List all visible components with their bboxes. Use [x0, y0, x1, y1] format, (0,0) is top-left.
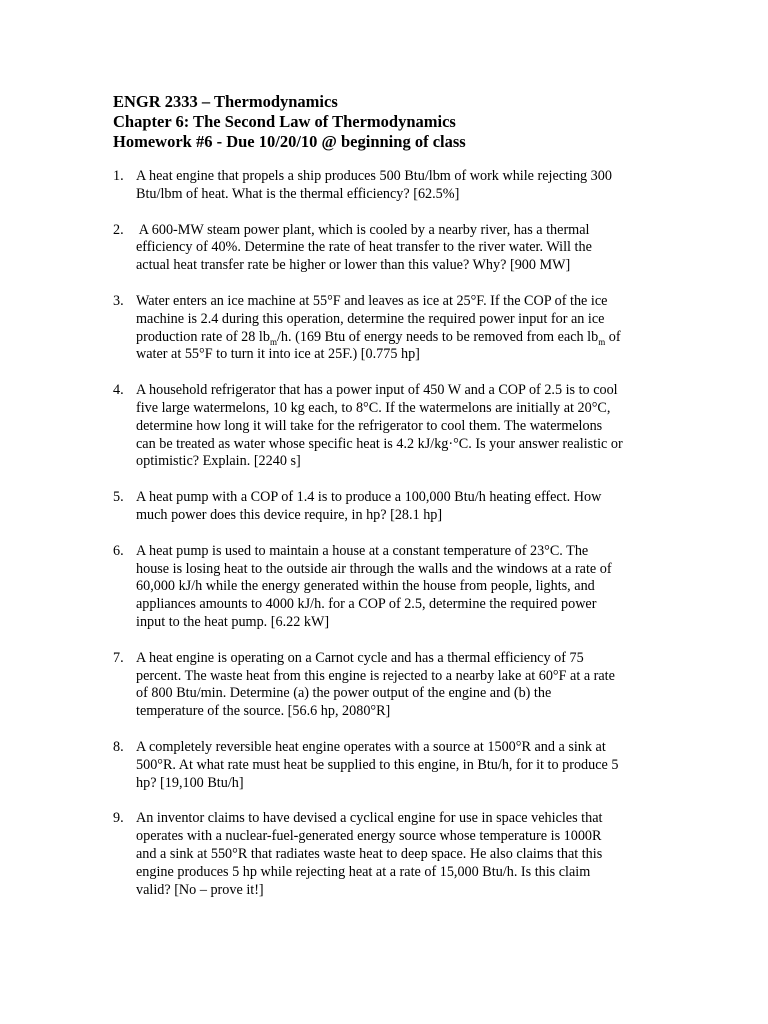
problem-text-line: A 600-MW steam power plant, which is cooled by a nearby river, has a thermal [136, 221, 590, 238]
problem-text-line: A heat pump is used to maintain a house at a constant temperature of 23°C. The [136, 542, 589, 559]
problem-text-line: temperature of the source. [56.6 hp, 2080°R] [136, 703, 391, 720]
problem-4 [113, 382, 673, 471]
problem-text-line: water at 55°F to turn it into ice at 25F.) [0.775 hp] [136, 346, 420, 363]
problem-text-line: determine how long it will take for the refrigerator to cool them. The watermelons [136, 417, 603, 434]
problem-number: 9. [113, 810, 124, 827]
problem-text-line: and a sink at 550°R that radiates waste heat to deep space. He also claims that this [136, 845, 603, 862]
problem-7 [113, 650, 673, 721]
problem-text-line [136, 329, 673, 347]
problem-text-line: percent. The waste heat from this engine is rejected to a nearby lake at 60°F at a rate [136, 667, 615, 684]
problem-text-line: input to the heat pump. [6.22 kW] [136, 613, 330, 630]
problem-text-line: Btu/lbm of heat. What is the thermal efficiency? [62.5%] [136, 185, 460, 202]
problem-text-fragment: /h. (169 Btu of energy needs to be removed from each lb [276, 328, 599, 345]
problem-text-line: much power does this device require, in hp? [28.1 hp] [136, 506, 443, 523]
problem-text-line: five large watermelons, 10 kg each, to 8°C. If the watermelons are initially at 20°C, [136, 399, 611, 416]
document-header [113, 92, 673, 152]
problem-text-line: A completely reversible heat engine operates with a source at 1500°R and a sink at [136, 738, 606, 755]
problem-5 [113, 489, 673, 525]
problem-number: 2. [113, 221, 124, 238]
problem-text-line: actual heat transfer rate be higher or lower than this value? Why? [900 MW] [136, 257, 571, 274]
problem-2 [113, 222, 673, 275]
problem-3 [113, 293, 673, 364]
problem-text-line: valid? [No – prove it!] [136, 881, 264, 898]
mass-unit-subscript: m [269, 336, 277, 347]
problem-text-line: A heat pump with a COP of 1.4 is to produce a 100,000 Btu/h heating effect. How [136, 489, 602, 506]
problem-text-line: optimistic? Explain. [2240 s] [136, 453, 301, 470]
problem-text-line: house is losing heat to the outside air through the walls and the windows at a rate of [136, 560, 612, 577]
problem-number: 4. [113, 382, 124, 399]
problem-text-line: 500°R. At what rate must heat be supplied to this engine, in Btu/h, for it to produce 5 [136, 756, 619, 773]
mass-unit-subscript: m [598, 336, 606, 347]
problem-1 [113, 168, 673, 204]
problem-text-line: An inventor claims to have devised a cyclical engine for use in space vehicles that [136, 810, 603, 827]
problem-text-line: can be treated as water whose specific heat is 4.2 kJ/kg·°C. Is your answer realistic or [136, 435, 623, 452]
problem-number: 8. [113, 738, 124, 755]
problem-text-line: of 800 Btu/min. Determine (a) the power output of the engine and (b) the [136, 685, 552, 702]
problem-text-fragment: production rate of 28 lb [136, 328, 270, 345]
problem-text-line: efficiency of 40%. Determine the rate of heat transfer to the river water. Will the [136, 239, 592, 256]
problem-number: 6. [113, 542, 124, 559]
homework-title: Homework #6 - Due 10/20/10 @ beginning of class [113, 132, 466, 151]
course-title: ENGR 2333 – Thermodynamics [113, 92, 338, 111]
problem-text-fragment: of [605, 328, 621, 345]
problem-number: 5. [113, 489, 124, 506]
chapter-title: Chapter 6: The Second Law of Thermodynamics [113, 112, 456, 131]
problem-text-line: 60,000 kJ/h while the energy generated within the house from people, lights, and [136, 578, 595, 595]
problem-text-line: operates with a nuclear-fuel-generated energy source whose temperature is 1000R [136, 828, 602, 845]
problem-text-line: appliances amounts to 4000 kJ/h. for a COP of 2.5, determine the required power [136, 596, 597, 613]
problem-6 [113, 543, 673, 632]
problem-text-line: hp? [19,100 Btu/h] [136, 774, 244, 791]
problem-text-line: A household refrigerator that has a power input of 450 W and a COP of 2.5 is to cool [136, 382, 618, 399]
problem-list [113, 168, 673, 917]
problem-number: 1. [113, 168, 124, 184]
problem-text-line: A heat engine that propels a ship produces 500 Btu/lbm of work while rejecting 300 [136, 168, 612, 184]
problem-9 [113, 810, 673, 899]
problem-8 [113, 739, 673, 792]
problem-text-line: Water enters an ice machine at 55°F and leaves as ice at 25°F. If the COP of the ice [136, 292, 608, 309]
problem-number: 7. [113, 649, 124, 666]
problem-text-line: engine produces 5 hp while rejecting heat at a rate of 15,000 Btu/h. Is this claim [136, 863, 591, 880]
problem-text-line: machine is 2.4 during this operation, determine the required power input for an ice [136, 310, 605, 327]
problem-number: 3. [113, 292, 124, 309]
problem-text-line: A heat engine is operating on a Carnot cycle and has a thermal efficiency of 75 [136, 649, 584, 666]
